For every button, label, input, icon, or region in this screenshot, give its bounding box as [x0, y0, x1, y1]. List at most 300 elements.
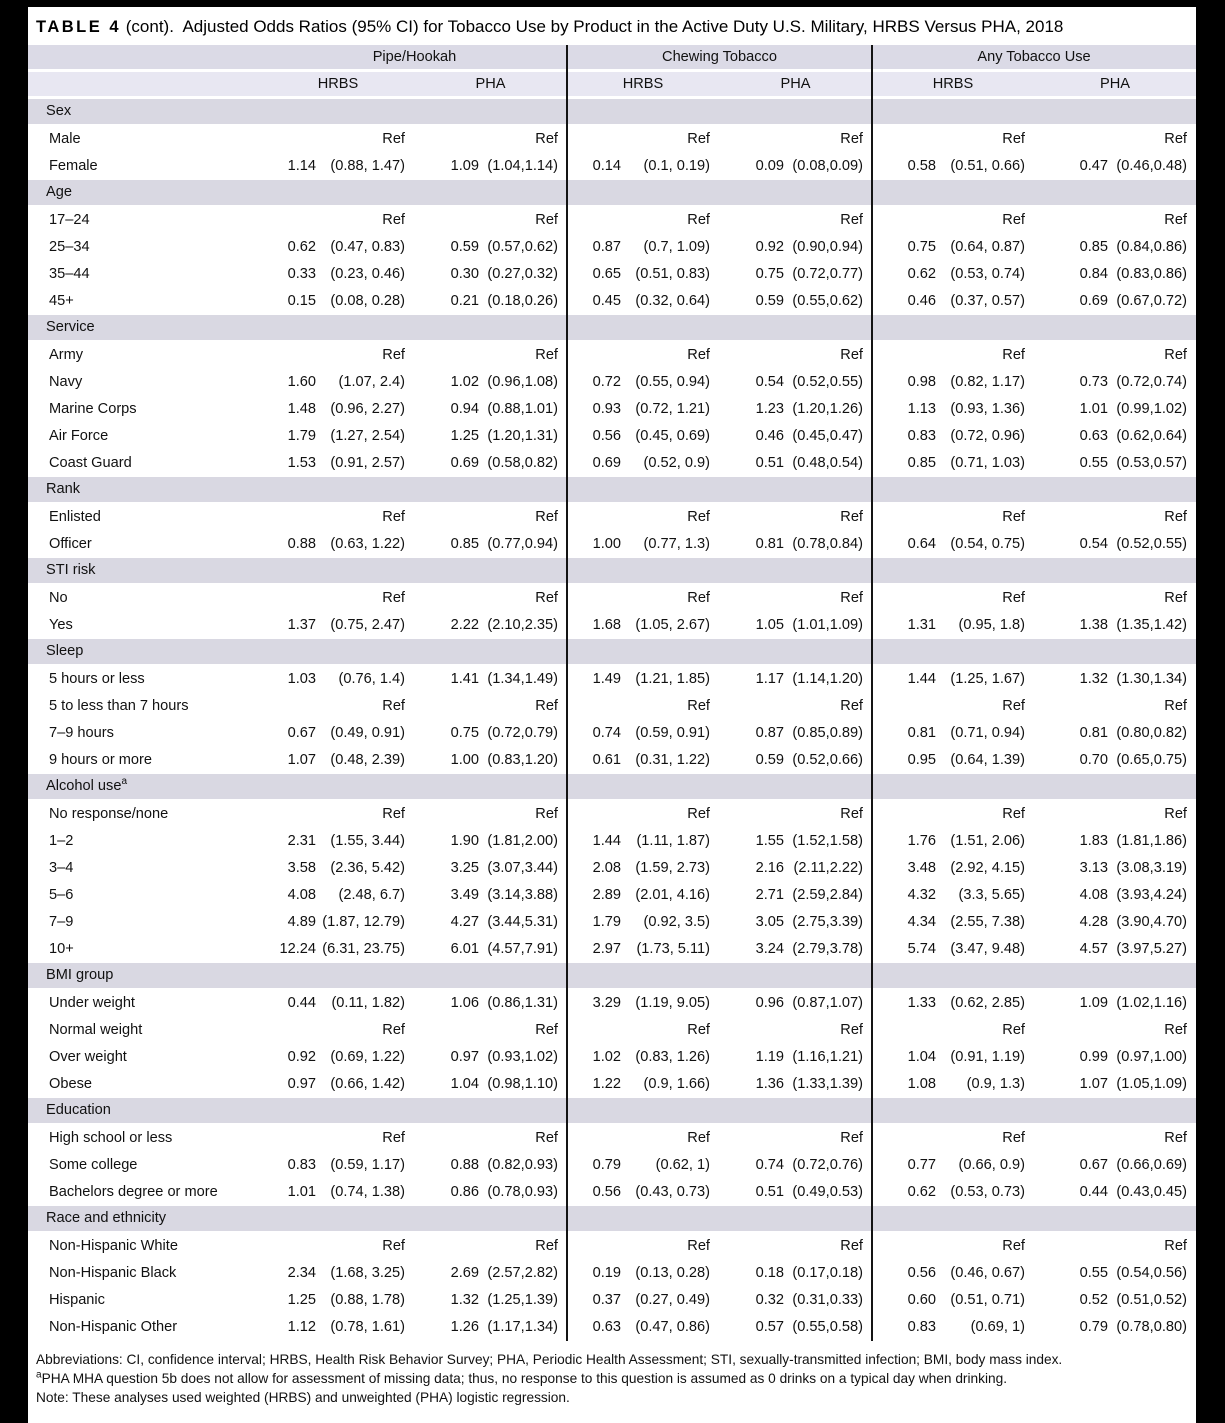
section-label: Sex [46, 103, 72, 119]
value-cell [719, 126, 872, 153]
reference-value: Ref [840, 347, 863, 363]
table-rows [28, 99, 1196, 1341]
value-cell [719, 1233, 872, 1260]
odds-ratio: 1.48 [287, 401, 316, 417]
confidence-interval: (0.59, 0.91) [635, 725, 710, 741]
confidence-interval: (3.47, 9.48) [950, 941, 1025, 957]
confidence-interval: (0.88,1.01) [487, 401, 558, 417]
row-label: Coast Guard [49, 455, 132, 471]
value-cell [719, 936, 872, 963]
value-cell [1034, 369, 1196, 396]
odds-ratio: 0.57 [755, 1319, 784, 1335]
value-cell [414, 234, 567, 261]
value-cell [719, 1044, 872, 1071]
confidence-interval: (0.64, 1.39) [950, 752, 1025, 768]
value-cell [262, 504, 414, 531]
odds-ratio: 0.55 [1079, 1265, 1108, 1281]
odds-ratio: 1.04 [450, 1076, 479, 1092]
odds-ratio: 2.97 [592, 941, 621, 957]
reference-value: Ref [1002, 1238, 1025, 1254]
footnote-a-text: PHA MHA question 5b does not allow for assessment of missing data; thus, no response to this question is assumed as 0 drinks on a typical day when drinking. [41, 1371, 1008, 1386]
confidence-interval: (2.10,2.35) [487, 617, 558, 633]
value-cell [719, 369, 872, 396]
value-cell [567, 1152, 719, 1179]
table-row [28, 396, 1196, 423]
value-cell [262, 153, 414, 180]
value-cell [414, 693, 567, 720]
confidence-interval: (0.71, 1.03) [950, 455, 1025, 471]
odds-ratio: 1.22 [592, 1076, 621, 1092]
confidence-interval: (0.96,1.08) [487, 374, 558, 390]
corner-cell [28, 72, 262, 96]
reference-value: Ref [840, 1238, 863, 1254]
row-label: 1–2 [49, 833, 74, 849]
value-cell [872, 1017, 1034, 1044]
value-cell [567, 396, 719, 423]
confidence-interval: (0.51, 0.66) [950, 158, 1025, 174]
odds-ratio: 1.01 [1079, 401, 1108, 417]
value-cell [567, 909, 719, 936]
value-cell [567, 126, 719, 153]
value-cell [567, 531, 719, 558]
confidence-interval: (0.9, 1.66) [643, 1076, 710, 1092]
table-title [28, 7, 1196, 45]
table-row [28, 288, 1196, 315]
table-row [28, 666, 1196, 693]
confidence-interval: (0.49,0.53) [792, 1184, 863, 1200]
confidence-interval: (0.77,0.94) [487, 536, 558, 552]
odds-ratio: 0.33 [287, 266, 316, 282]
odds-ratio: 1.13 [907, 401, 936, 417]
confidence-interval: (0.83,0.86) [1116, 266, 1187, 282]
value-cell [414, 1017, 567, 1044]
reference-value: Ref [535, 1130, 558, 1146]
value-cell [1034, 450, 1196, 477]
value-cell [1034, 1125, 1196, 1152]
value-cell [872, 1152, 1034, 1179]
confidence-interval: (0.53, 0.73) [950, 1184, 1025, 1200]
odds-ratio: 1.79 [287, 428, 316, 444]
confidence-interval: (2.59,2.84) [792, 887, 863, 903]
value-cell [1034, 1233, 1196, 1260]
value-cell [872, 153, 1034, 180]
odds-ratio: 2.69 [450, 1265, 479, 1281]
confidence-interval: (1.68, 3.25) [330, 1265, 405, 1281]
confidence-interval: (1.35,1.42) [1116, 617, 1187, 633]
table-row [28, 585, 1196, 612]
confidence-interval: (0.54, 0.75) [950, 536, 1025, 552]
odds-ratio: 0.37 [592, 1292, 621, 1308]
value-cell [414, 1314, 567, 1341]
confidence-interval: (1.25, 1.67) [950, 671, 1025, 687]
value-cell [872, 1287, 1034, 1314]
odds-ratio: 0.74 [592, 725, 621, 741]
value-cell [567, 1287, 719, 1314]
value-cell [872, 612, 1034, 639]
confidence-interval: (1.34,1.49) [487, 671, 558, 687]
confidence-interval: (0.72,0.79) [487, 725, 558, 741]
value-cell [719, 855, 872, 882]
odds-ratio: 0.15 [287, 293, 316, 309]
confidence-interval: (0.62, 2.85) [950, 995, 1025, 1011]
odds-ratio: 0.32 [755, 1292, 784, 1308]
table-row [28, 828, 1196, 855]
odds-ratio: 1.09 [450, 158, 479, 174]
confidence-interval: (3.97,5.27) [1116, 941, 1187, 957]
confidence-interval: (0.27, 0.49) [635, 1292, 710, 1308]
value-cell [719, 1260, 872, 1287]
value-cell [414, 1125, 567, 1152]
value-cell [1034, 396, 1196, 423]
value-cell [414, 1071, 567, 1098]
reference-value: Ref [1002, 212, 1025, 228]
row-label: 9 hours or more [49, 752, 153, 768]
reference-value: Ref [535, 1022, 558, 1038]
value-cell [1034, 1071, 1196, 1098]
confidence-interval: (2.79,3.78) [792, 941, 863, 957]
value-cell [719, 234, 872, 261]
row-label: 35–44 [49, 266, 90, 282]
odds-ratio: 1.68 [592, 617, 621, 633]
value-cell [1034, 126, 1196, 153]
confidence-interval: (0.47, 0.83) [330, 239, 405, 255]
value-cell [872, 1044, 1034, 1071]
value-cell [262, 936, 414, 963]
value-cell [1034, 261, 1196, 288]
table-row [28, 693, 1196, 720]
value-cell [872, 261, 1034, 288]
value-cell [719, 1071, 872, 1098]
reference-value: Ref [1164, 590, 1187, 606]
odds-ratio: 12.24 [279, 941, 316, 957]
row-label: Yes [49, 617, 73, 633]
value-cell [414, 396, 567, 423]
value-cell [414, 828, 567, 855]
value-cell [414, 585, 567, 612]
value-cell [719, 909, 872, 936]
value-cell [414, 126, 567, 153]
odds-ratio: 0.44 [1079, 1184, 1108, 1200]
reference-value: Ref [1164, 1238, 1187, 1254]
confidence-interval: (1.14,1.20) [792, 671, 863, 687]
odds-ratio: 1.83 [1079, 833, 1108, 849]
odds-ratio: 1.53 [287, 455, 316, 471]
odds-ratio: 0.97 [450, 1049, 479, 1065]
table-row [28, 261, 1196, 288]
value-cell [719, 288, 872, 315]
value-cell [719, 504, 872, 531]
odds-ratio: 3.29 [592, 995, 621, 1011]
value-cell [414, 504, 567, 531]
value-cell [567, 990, 719, 1017]
confidence-interval: (0.72, 0.96) [950, 428, 1025, 444]
odds-ratio: 2.22 [450, 617, 479, 633]
odds-ratio: 0.21 [450, 293, 479, 309]
value-cell [567, 1071, 719, 1098]
value-cell [719, 693, 872, 720]
confidence-interval: (0.59, 1.17) [330, 1157, 405, 1173]
row-label: 5 to less than 7 hours [49, 698, 189, 714]
row-label: Navy [49, 374, 83, 390]
value-cell [262, 1071, 414, 1098]
odds-ratio: 2.31 [287, 833, 316, 849]
table-row [28, 450, 1196, 477]
reference-value: Ref [687, 1130, 710, 1146]
odds-ratio: 4.08 [1079, 887, 1108, 903]
odds-ratio: 2.16 [755, 860, 784, 876]
value-cell [1034, 1287, 1196, 1314]
value-cell [567, 1125, 719, 1152]
odds-ratio-table [28, 45, 1196, 1341]
value-cell [872, 747, 1034, 774]
corner-cell [28, 45, 262, 69]
odds-ratio: 3.48 [907, 860, 936, 876]
confidence-interval: (1.73, 5.11) [636, 941, 710, 957]
odds-ratio: 0.56 [592, 1184, 621, 1200]
odds-ratio: 0.51 [755, 1184, 784, 1200]
odds-ratio: 0.55 [1079, 455, 1108, 471]
value-cell [872, 1260, 1034, 1287]
confidence-interval: (1.05,1.09) [1116, 1076, 1187, 1092]
row-label: 10+ [49, 941, 74, 957]
table-row [28, 126, 1196, 153]
confidence-interval: (0.13, 0.28) [635, 1265, 710, 1281]
odds-ratio: 1.00 [592, 536, 621, 552]
confidence-interval: (0.11, 1.82) [331, 995, 405, 1011]
odds-ratio: 0.46 [755, 428, 784, 444]
odds-ratio: 1.76 [907, 833, 936, 849]
reference-value: Ref [1002, 347, 1025, 363]
value-cell [1034, 855, 1196, 882]
table-row [28, 909, 1196, 936]
reference-value: Ref [382, 1022, 405, 1038]
row-label: Over weight [49, 1049, 127, 1065]
value-cell [567, 612, 719, 639]
section-label: BMI group [46, 967, 114, 983]
confidence-interval: (0.86,1.31) [487, 995, 558, 1011]
value-cell [414, 1260, 567, 1287]
value-cell [719, 666, 872, 693]
confidence-interval: (0.51, 0.71) [950, 1292, 1025, 1308]
odds-ratio: 0.75 [755, 266, 784, 282]
value-cell [414, 990, 567, 1017]
odds-ratio: 1.02 [592, 1049, 621, 1065]
value-cell [262, 1179, 414, 1206]
value-cell [567, 1044, 719, 1071]
row-label: High school or less [49, 1130, 173, 1146]
odds-ratio: 0.46 [907, 293, 936, 309]
confidence-interval: (2.48, 6.7) [338, 887, 405, 903]
confidence-interval: (0.18,0.26) [487, 293, 558, 309]
confidence-interval: (1.25,1.39) [487, 1292, 558, 1308]
value-cell [719, 828, 872, 855]
odds-ratio: 1.32 [450, 1292, 479, 1308]
confidence-interval: (0.78,0.84) [792, 536, 863, 552]
value-cell [567, 1314, 719, 1341]
reference-value: Ref [1164, 212, 1187, 228]
confidence-interval: (2.75,3.39) [792, 914, 863, 930]
value-cell [719, 450, 872, 477]
odds-ratio: 1.12 [287, 1319, 316, 1335]
confidence-interval: (3.07,3.44) [487, 860, 558, 876]
confidence-interval: (1.01,1.09) [792, 617, 863, 633]
confidence-interval: (0.17,0.18) [792, 1265, 863, 1281]
value-cell [1034, 990, 1196, 1017]
confidence-interval: (0.45, 0.69) [635, 428, 710, 444]
confidence-interval: (0.43,0.45) [1116, 1184, 1187, 1200]
value-cell [567, 234, 719, 261]
value-cell [262, 855, 414, 882]
odds-ratio: 0.59 [755, 752, 784, 768]
value-cell [719, 342, 872, 369]
section-row-4 [28, 558, 1196, 585]
value-cell [262, 396, 414, 423]
confidence-interval: (1.87, 12.79) [322, 914, 405, 930]
odds-ratio: 0.69 [592, 455, 621, 471]
value-cell [262, 720, 414, 747]
col-header-hrbs-1: HRBS [317, 76, 359, 92]
col-header-hrbs-3: HRBS [932, 76, 974, 92]
odds-ratio: 4.89 [287, 914, 316, 930]
odds-ratio: 0.44 [287, 995, 316, 1011]
odds-ratio: 1.79 [592, 914, 621, 930]
confidence-interval: (0.78,0.80) [1116, 1319, 1187, 1335]
confidence-interval: (0.74, 1.38) [330, 1184, 405, 1200]
reference-value: Ref [840, 131, 863, 147]
odds-ratio: 4.08 [287, 887, 316, 903]
odds-ratio: 2.34 [287, 1265, 316, 1281]
odds-ratio: 3.58 [287, 860, 316, 876]
odds-ratio: 1.44 [907, 671, 936, 687]
confidence-interval: (0.52, 0.9) [643, 455, 710, 471]
value-cell [872, 369, 1034, 396]
odds-ratio: 0.79 [592, 1157, 621, 1173]
odds-ratio: 1.06 [450, 995, 479, 1011]
odds-ratio: 0.65 [592, 266, 621, 282]
table-row [28, 1152, 1196, 1179]
odds-ratio: 1.31 [907, 617, 936, 633]
confidence-interval: (1.55, 3.44) [330, 833, 405, 849]
confidence-interval: (0.23, 0.46) [330, 266, 405, 282]
value-cell [1034, 1017, 1196, 1044]
confidence-interval: (0.62,0.64) [1116, 428, 1187, 444]
value-cell [262, 585, 414, 612]
confidence-interval: (1.20,1.31) [487, 428, 558, 444]
reference-value: Ref [382, 212, 405, 228]
value-cell [1034, 423, 1196, 450]
reference-value: Ref [535, 131, 558, 147]
value-cell [567, 585, 719, 612]
section-row-1 [28, 180, 1196, 207]
odds-ratio: 0.45 [592, 293, 621, 309]
value-cell [872, 720, 1034, 747]
odds-ratio: 1.60 [287, 374, 316, 390]
reference-value: Ref [840, 698, 863, 714]
confidence-interval: (0.76, 1.4) [338, 671, 405, 687]
value-cell [567, 369, 719, 396]
table-row [28, 1071, 1196, 1098]
value-cell [719, 1125, 872, 1152]
confidence-interval: (1.81,1.86) [1116, 833, 1187, 849]
value-cell [872, 531, 1034, 558]
odds-ratio: 0.96 [755, 995, 784, 1011]
odds-ratio: 5.74 [907, 941, 936, 957]
odds-ratio: 3.05 [755, 914, 784, 930]
confidence-interval: (1.51, 2.06) [950, 833, 1025, 849]
odds-ratio: 0.62 [907, 266, 936, 282]
footnote-regression-note: Note: These analyses used weighted (HRBS) and unweighted (PHA) logistic regression. [36, 1390, 570, 1405]
odds-ratio: 0.87 [592, 239, 621, 255]
reference-value: Ref [535, 698, 558, 714]
table-row [28, 801, 1196, 828]
value-cell [1034, 693, 1196, 720]
value-cell [1034, 585, 1196, 612]
col-header-pha-3: PHA [1099, 76, 1130, 92]
value-cell [1034, 801, 1196, 828]
odds-ratio: 0.54 [755, 374, 784, 390]
odds-ratio: 0.52 [1079, 1292, 1108, 1308]
value-cell [414, 1233, 567, 1260]
value-cell [872, 1071, 1034, 1098]
confidence-interval: (3.90,4.70) [1116, 914, 1187, 930]
odds-ratio: 0.54 [1079, 536, 1108, 552]
odds-ratio: 0.79 [1079, 1319, 1108, 1335]
value-cell [262, 1233, 414, 1260]
confidence-interval: (1.59, 2.73) [635, 860, 710, 876]
value-cell [414, 666, 567, 693]
reference-value: Ref [1002, 1022, 1025, 1038]
confidence-interval: (3.3, 5.65) [958, 887, 1025, 903]
odds-ratio: 1.44 [592, 833, 621, 849]
value-cell [262, 828, 414, 855]
group-header-chewing-tobacco: Chewing Tobacco [662, 49, 777, 65]
subheader-row [28, 72, 1196, 99]
value-cell [567, 1179, 719, 1206]
confidence-interval: (0.67,0.72) [1116, 293, 1187, 309]
value-cell [719, 1314, 872, 1341]
value-cell [1034, 882, 1196, 909]
row-label: Hispanic [49, 1292, 105, 1308]
table-row [28, 1017, 1196, 1044]
row-label: Marine Corps [49, 401, 137, 417]
odds-ratio: 1.23 [755, 401, 784, 417]
value-cell [262, 882, 414, 909]
value-cell [567, 504, 719, 531]
confidence-interval: (0.72, 1.21) [635, 401, 710, 417]
odds-ratio: 1.07 [1079, 1076, 1108, 1092]
confidence-interval: (1.19, 9.05) [635, 995, 710, 1011]
value-cell [567, 855, 719, 882]
reference-value: Ref [687, 1238, 710, 1254]
odds-ratio: 1.26 [450, 1319, 479, 1335]
odds-ratio: 1.04 [907, 1049, 936, 1065]
confidence-interval: (0.48, 2.39) [330, 752, 405, 768]
confidence-interval: (6.31, 23.75) [322, 941, 405, 957]
value-cell [262, 369, 414, 396]
value-cell [872, 666, 1034, 693]
value-cell [262, 450, 414, 477]
section-label: STI risk [46, 562, 96, 578]
value-cell [262, 234, 414, 261]
confidence-interval: (0.7, 1.09) [643, 239, 710, 255]
reference-value: Ref [687, 698, 710, 714]
value-cell [262, 1044, 414, 1071]
confidence-interval: (0.48,0.54) [792, 455, 863, 471]
reference-value: Ref [687, 1022, 710, 1038]
row-label: No response/none [49, 806, 169, 822]
confidence-interval: (0.37, 0.57) [950, 293, 1025, 309]
odds-ratio: 1.03 [287, 671, 316, 687]
